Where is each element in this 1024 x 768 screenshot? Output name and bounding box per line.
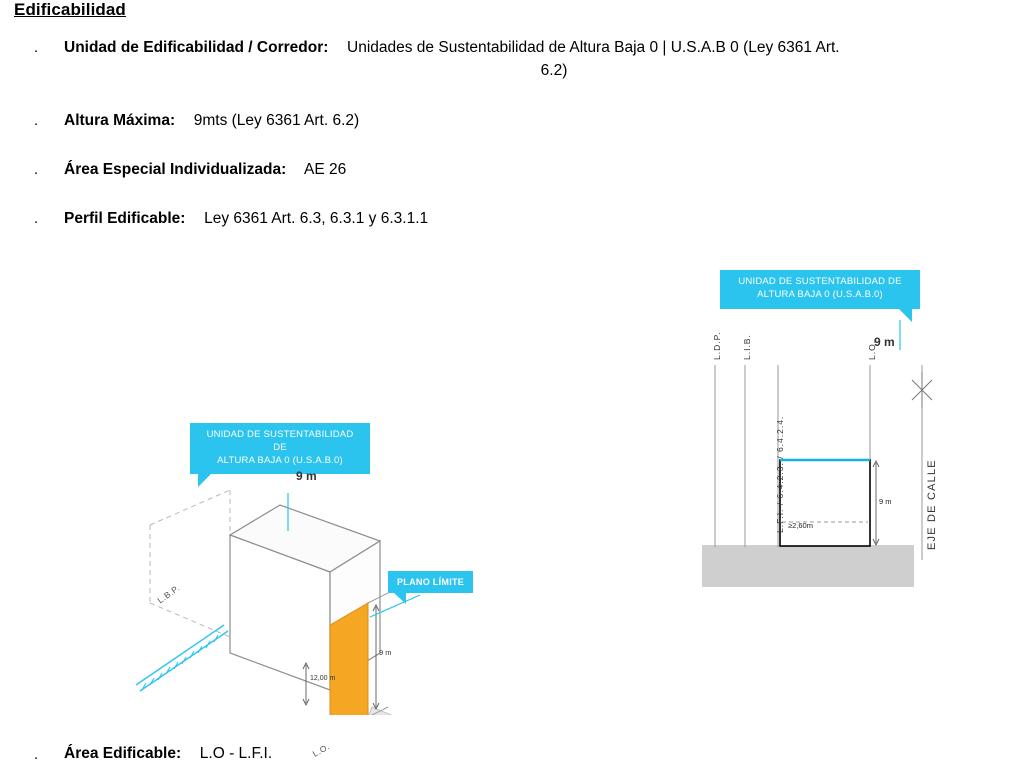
bullet-value: Ley 6361 Art. 6.3, 6.3.1 y 6.3.1.1 — [204, 210, 429, 227]
label-ldp: L.D.P. — [712, 331, 722, 360]
bullet-value: 9mts (Ley 6361 Art. 6.2) — [193, 111, 360, 129]
label-lbp: L.B.P. — [155, 582, 182, 606]
bullet-value-line2: 6.2) — [540, 62, 568, 80]
height-label-left: 9 m — [296, 469, 317, 483]
bullet-value: L.O - L.F.I. — [199, 745, 273, 762]
callout-plano-limite: PLANO LÍMITE — [388, 571, 473, 593]
list-item — [0, 109, 1024, 132]
bullet-label: Unidad de Edificabilidad / Corredor: — [64, 39, 329, 56]
callout-line2: ALTURA BAJA 0 (U.S.A.B.0) — [217, 454, 343, 466]
dim-vertical-left: 9 m — [379, 648, 392, 657]
bullet-marker: . — [34, 746, 39, 763]
bullet-value: AE 26 — [304, 160, 347, 178]
bullet-marker: . — [34, 111, 39, 129]
callout-line1: UNIDAD DE SUSTENTABILIDAD DE — [206, 429, 354, 453]
figure-section — [700, 260, 960, 620]
axonometric-drawing — [120, 335, 590, 715]
page-title: Edificabilidad — [14, 0, 126, 19]
label-lib: L.I.B. — [742, 334, 752, 360]
list-item — [0, 158, 1024, 181]
dim-base-left: 12,00 m — [310, 675, 336, 682]
list-item-bottom — [0, 742, 1024, 765]
list-item — [0, 207, 1024, 230]
section-drawing — [700, 260, 960, 600]
bullet-label: Altura Máxima: — [64, 111, 176, 129]
callout-line1: UNIDAD DE SUSTENTABILIDAD DE — [738, 276, 902, 287]
bullet-marker: . — [34, 210, 39, 227]
dim-box-depth: ≥2,60m — [788, 521, 813, 530]
label-eje-de-calle: EJE DE CALLE — [926, 459, 938, 550]
bullet-marker: . — [34, 39, 39, 56]
bullet-marker: . — [34, 160, 39, 178]
label-lfi: L.F.I. / 6.4.2.3. / 6.4.2.4. — [775, 415, 785, 533]
bullet-label: Área Edificable: — [64, 745, 182, 762]
bullet-list — [0, 36, 1024, 248]
label-lo-right: L.O. — [867, 339, 877, 360]
bullet-value: Unidades de Sustentabilidad de Altura Baja 0 | U.S.A.B 0 (Ley 6361 Art. — [347, 39, 840, 56]
height-label-right: 9 m — [874, 335, 895, 349]
label-lo-left: L.O. — [310, 741, 332, 759]
bullet-label: Área Especial Individualizada: — [64, 160, 287, 178]
callout-line2: ALTURA BAJA 0 (U.S.A.B.0) — [757, 288, 883, 300]
bullet-label: Perfil Edificable: — [64, 210, 186, 227]
dim-box-height: 9 m — [879, 497, 892, 506]
list-item — [0, 36, 1024, 83]
